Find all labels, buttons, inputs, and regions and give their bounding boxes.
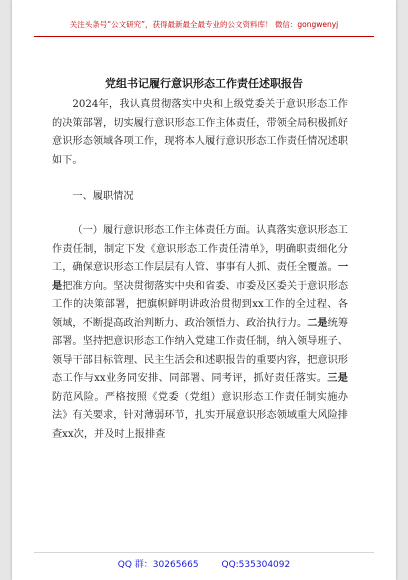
point-marker-3: 三是 [327, 373, 348, 384]
footer-divider [34, 552, 374, 553]
document-title: 党组书记履行意识形态工作责任述职报告 [105, 77, 303, 90]
section-heading: 一、履职情况 [72, 191, 134, 202]
header-divider [34, 36, 374, 37]
footer-contact [12, 557, 396, 570]
main-paragraph-text-2: 把准方向。坚决贯彻落实中央和省委、市委及区委关于意识形态工作的决策部署，把旗帜鲜明讲政治贯彻到xx工作的全过程、各领域，不断提高政治判断力、政治领悟力、政治执行力。 [52, 280, 349, 329]
point-marker-2: 二是 [307, 317, 328, 329]
main-paragraph [52, 222, 348, 444]
intro-paragraph: 2024年，我认真贯彻落实中央和上级党委关于意识形态工作的决策部署，切实履行意识形态工作主体责任，带领全局积极抓好意识形态领域各项工作，现将本人履行意识形态工作责任情况述职如下。 [52, 99, 348, 166]
header-banner-text: 关注头条号“公文研究”，获得最新最全最专业的公文资料库！ 微信：gongwenyj [69, 20, 339, 29]
main-paragraph-text-3: 统筹部署。坚持把意识形态工作纳入党建工作责任制，纳入领导班子、领导干部目标管理、民主生活会和述职报告的重要内容，把意识形态工作与xx业务同安排、同部署、同考评，抓好责任落实。 [52, 317, 349, 384]
footer-qq-group: QQ 群：30265665 [117, 560, 199, 570]
main-paragraph-text-1: （一）履行意识形态工作主体责任方面。认真落实意识形态工作责任制，制定下发《意识形态工作责任清单》，明确职责细化分工，确保意识形态工作层层有人管、事事有人抓、责任全覆盖。 [52, 225, 348, 273]
point-marker-1: 一是 [52, 262, 348, 292]
header-banner [34, 19, 374, 30]
main-paragraph-text-4: 防范风险。严格按照《党委（党组）意识形态工作责任制实施办法》有关要求，针对薄弱环节，扎实开展意识形态领域重大风险排查xx次，并及时上报排查 [52, 391, 348, 440]
document-page [12, 0, 396, 580]
footer-qq-number: QQ:535304092 [221, 560, 291, 570]
